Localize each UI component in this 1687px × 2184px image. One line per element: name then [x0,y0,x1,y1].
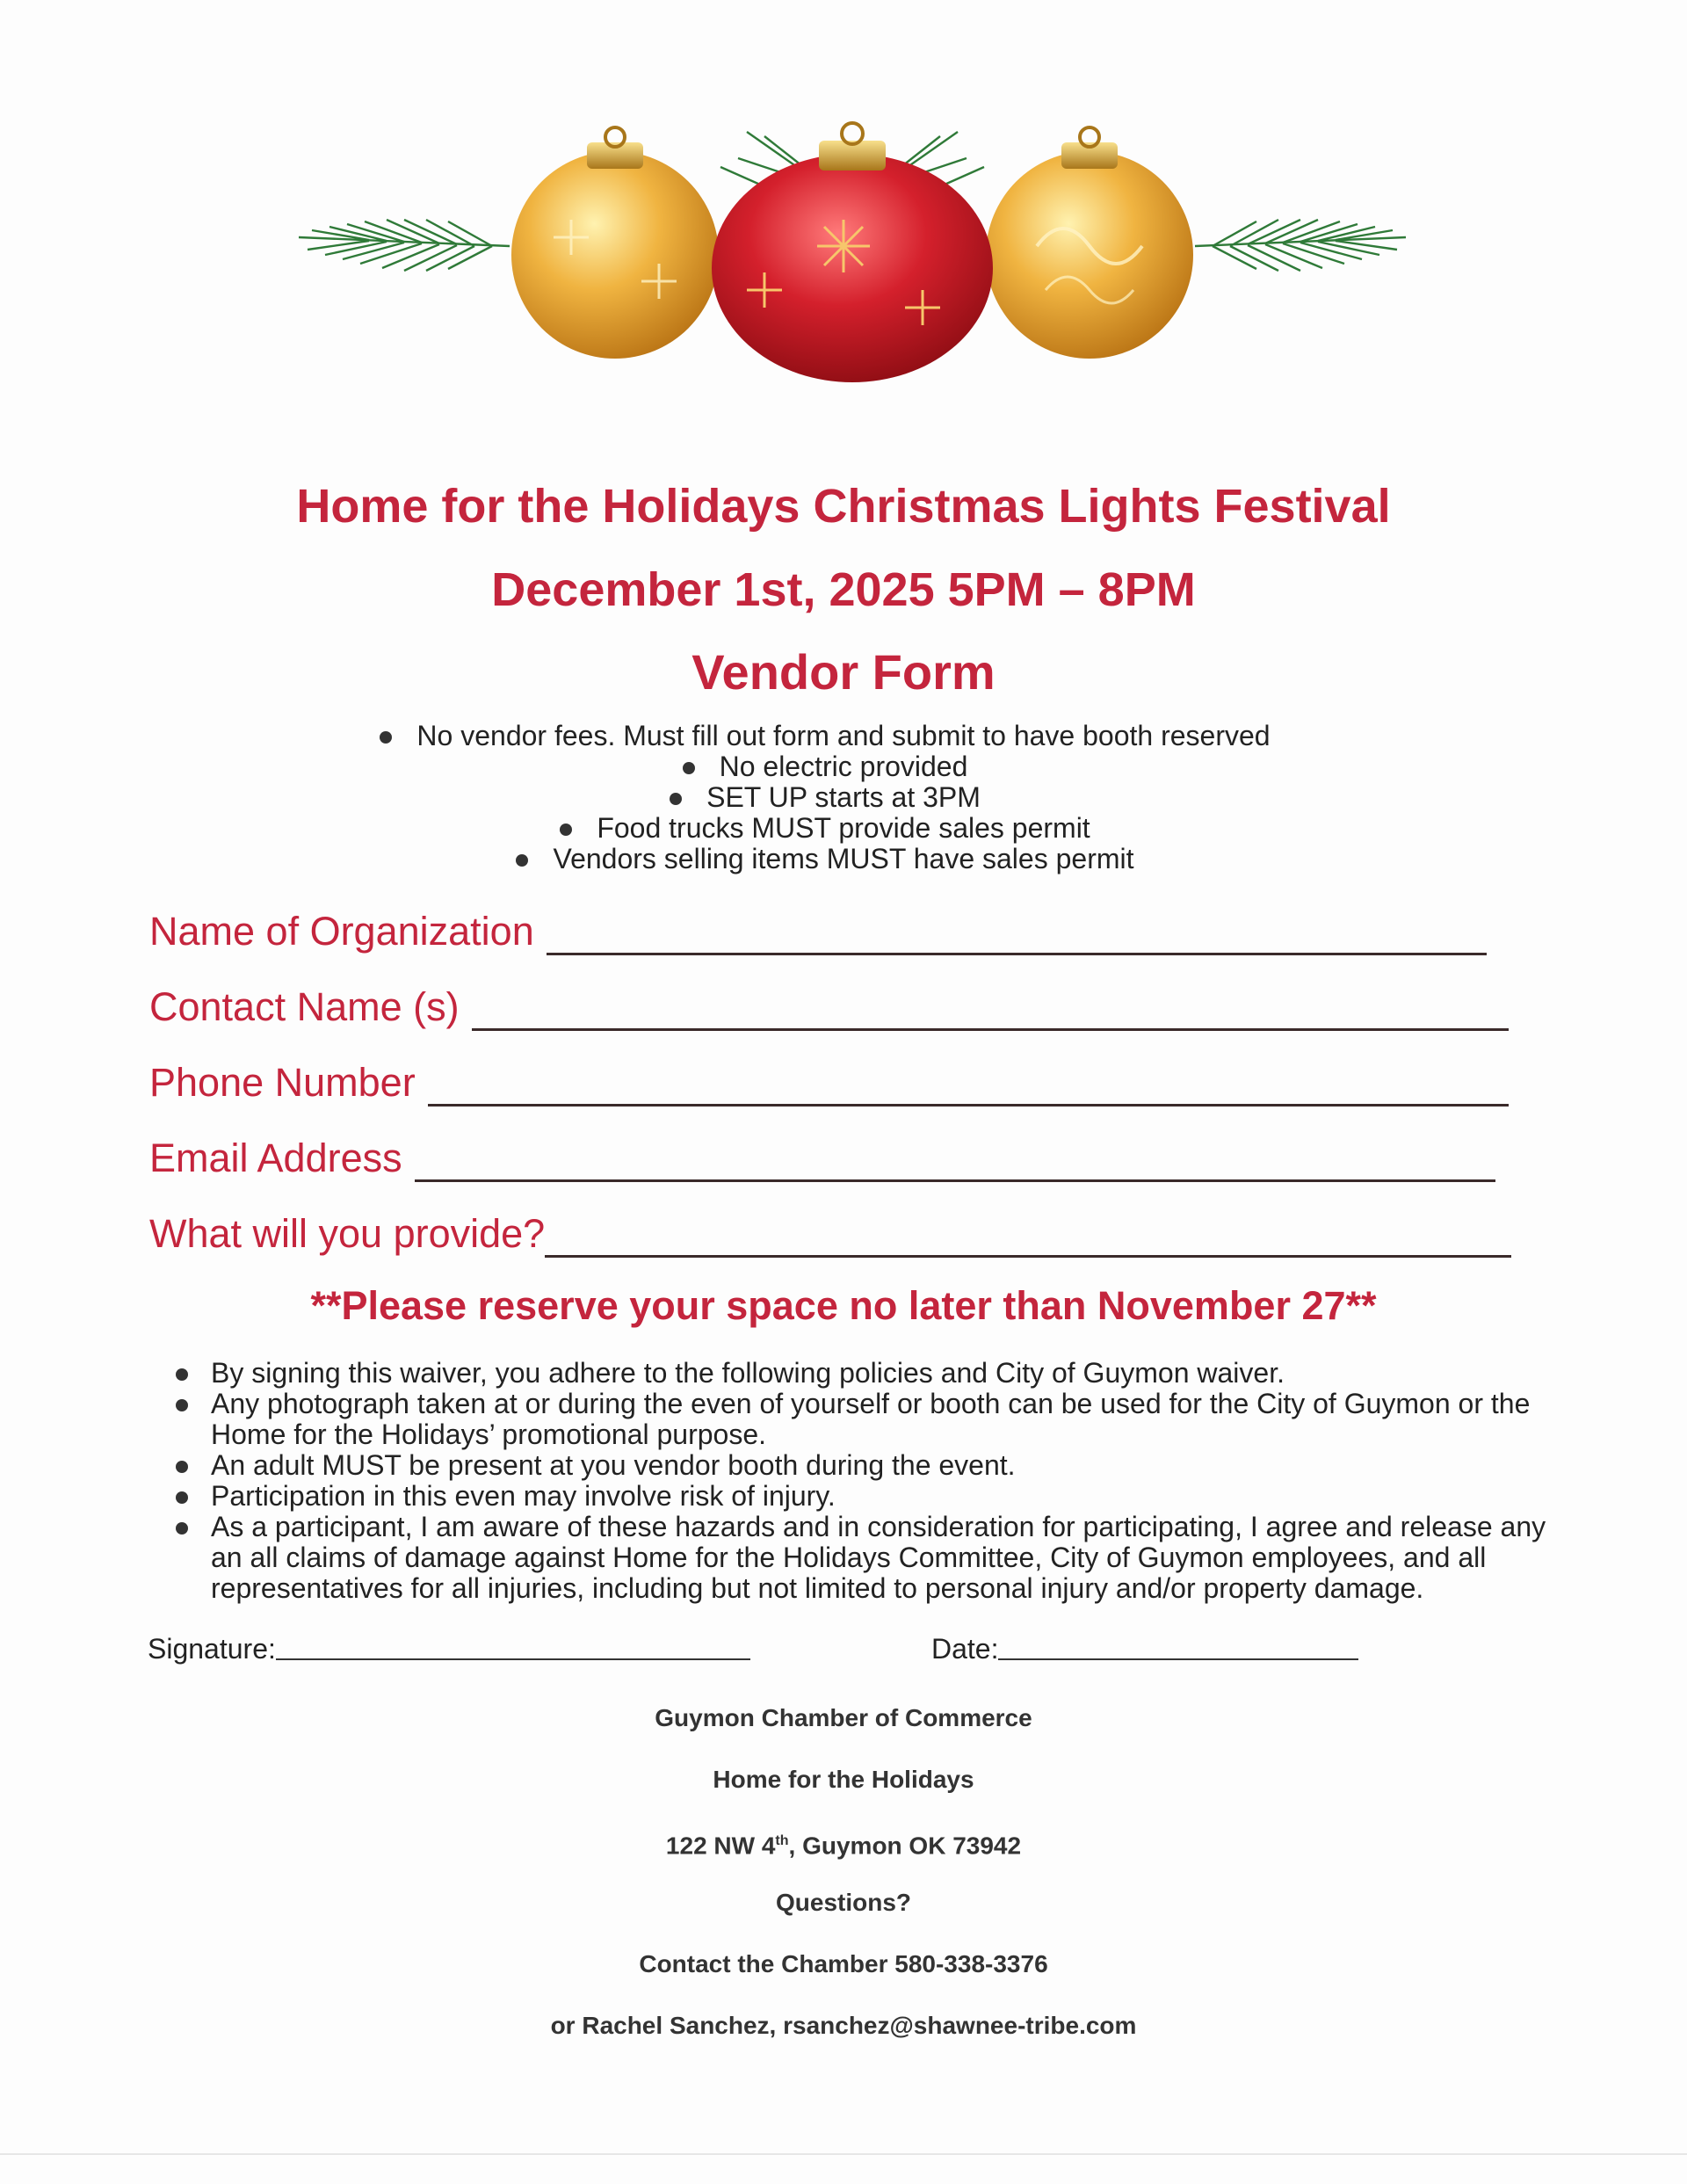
waiver-item [211,1481,1555,1512]
blank-line[interactable] [472,1028,1509,1031]
alternate-contact: or Rachel Sanchez, rsanchez@shawnee-tribe.com [550,2012,1137,2039]
right-gold-ornament [986,127,1193,359]
event-name: Home for the Holidays [713,1766,974,1793]
waiver-item [211,1450,1555,1481]
date-label: Date: [931,1633,999,1665]
note-item [0,813,1687,844]
contact-footer [0,1701,1687,2070]
event-title: Home for the Holidays Christmas Lights Festival [296,480,1391,533]
questions-label: Questions? [775,1889,911,1916]
bullet-icon [176,1522,188,1535]
note-item [0,751,1687,782]
blank-line[interactable] [545,1255,1511,1258]
organization-name-field[interactable] [149,905,1538,981]
vendor-notes-list [0,721,1687,874]
contact-name-field[interactable] [149,981,1538,1056]
note-item [0,721,1687,751]
provide-field[interactable] [149,1208,1538,1283]
phone-number-field[interactable] [149,1056,1538,1132]
form-title: Vendor Form [691,644,996,700]
bullet-icon [560,824,572,836]
bullet-icon [516,854,528,867]
email-address-field[interactable] [149,1132,1538,1208]
field-label: What will you provide? [149,1211,546,1256]
field-label: Email Address [149,1136,402,1180]
waiver-text: An adult MUST be present at you vendor booth during the event. [211,1449,1016,1481]
left-gold-ornament [511,127,719,359]
signature-label: Signature: [148,1633,276,1665]
field-label: Name of Organization [149,909,534,954]
bullet-icon [176,1399,188,1411]
note-text: SET UP starts at 3PM [706,781,981,813]
signature-line[interactable] [276,1658,750,1660]
blank-line[interactable] [547,953,1487,955]
waiver-text: As a participant, I am aware of these hazards and in consideration for participating, I agree and release any an all claims of damage against Home for the Holidays Committee, City of Guymon employees, and all representatives for all injuries, including but not limited to personal injury and/or property damage. [211,1511,1546,1604]
note-text: No vendor fees. Must fill out form and submit to have booth reserved [416,720,1271,751]
field-label: Contact Name (s) [149,984,460,1029]
vendor-form-fields [149,905,1538,1283]
address: 122 NW 4th, Guymon OK 73942 [665,1832,1022,1860]
note-text: No electric provided [719,751,968,782]
note-text: Food trucks MUST provide sales permit [597,812,1090,844]
christmas-ornaments-illustration [290,114,1415,395]
waiver-text: By signing this waiver, you adhere to the following policies and City of Guymon waiver. [211,1357,1285,1389]
waiver-item [211,1389,1555,1450]
bullet-icon [683,762,695,774]
waiver-item [211,1358,1555,1389]
date-line[interactable] [998,1658,1358,1660]
bullet-icon [176,1368,188,1381]
note-item [0,782,1687,813]
field-label: Phone Number [149,1060,416,1105]
page-bottom-edge [0,2153,1687,2155]
bullet-icon [670,793,682,805]
waiver-text: Participation in this even may involve risk of injury. [211,1480,836,1512]
blank-line[interactable] [415,1179,1495,1182]
date-field[interactable] [931,1633,1358,1665]
waiver-list [211,1358,1555,1604]
waiver-text: Any photograph taken at or during the even of yourself or booth can be used for the City of Guymon or the Home for the Holidays’ promotional purpose. [211,1388,1531,1450]
bullet-icon [176,1461,188,1473]
chamber-name: Guymon Chamber of Commerce [655,1704,1032,1731]
note-item [0,844,1687,874]
center-red-ornament [712,123,993,382]
blank-line[interactable] [428,1104,1509,1107]
bullet-icon [176,1491,188,1504]
event-date: December 1st, 2025 5PM – 8PM [491,563,1196,616]
reserve-deadline-notice: **Please reserve your space no later than November 27** [310,1283,1377,1328]
signature-field[interactable] [148,1633,750,1665]
waiver-item [211,1512,1555,1604]
note-text: Vendors selling items MUST have sales permit [553,843,1134,874]
bullet-icon [380,731,392,744]
chamber-contact: Contact the Chamber 580-338-3376 [639,1950,1048,1977]
